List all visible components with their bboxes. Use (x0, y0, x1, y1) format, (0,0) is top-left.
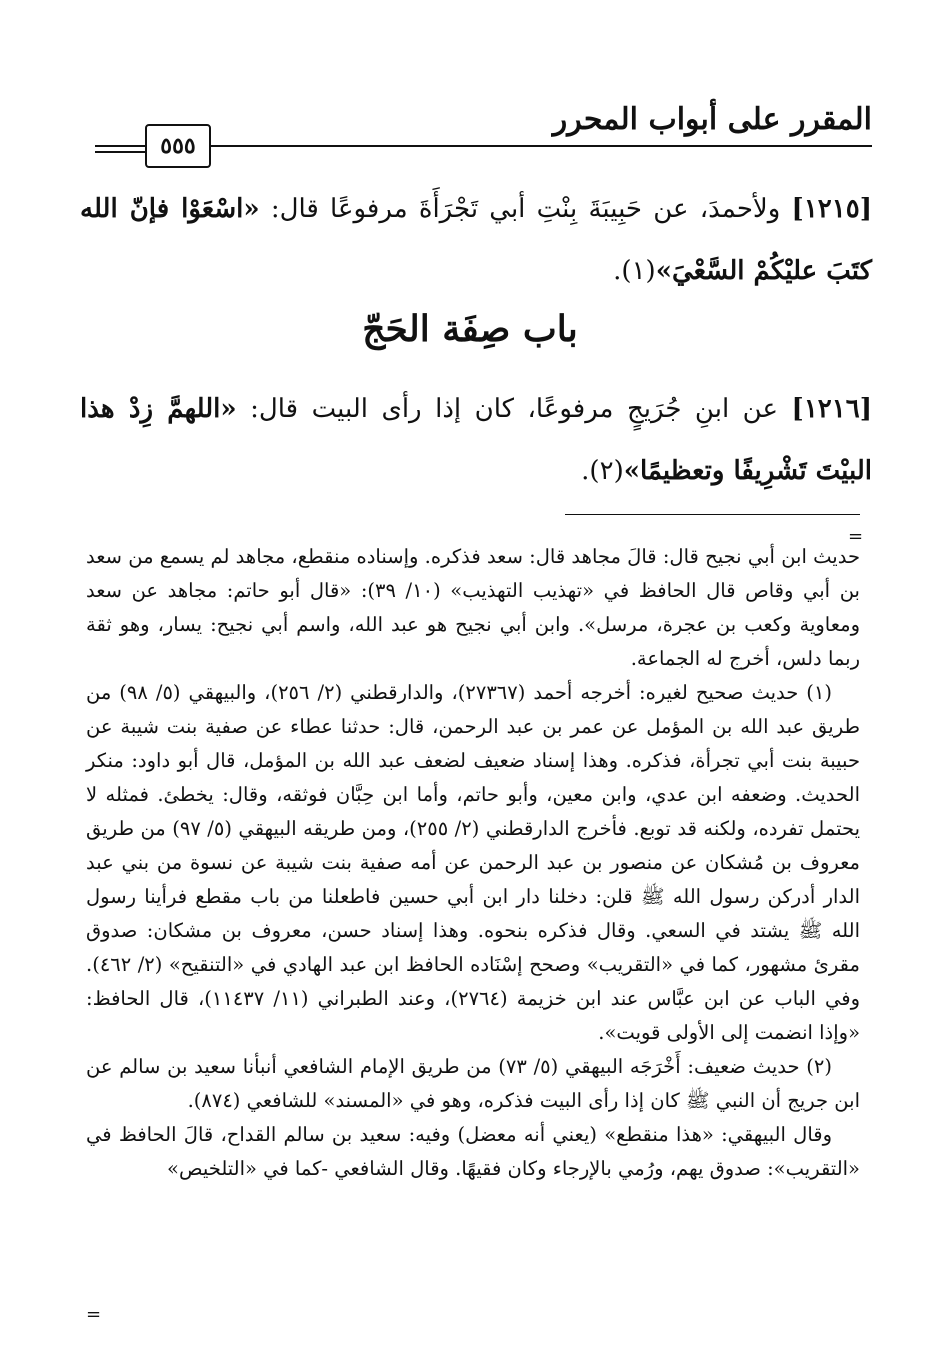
hadith-number: [١٢١٥] (791, 194, 872, 224)
continuation-mark-bottom: = (86, 1304, 102, 1325)
hadith-1215 (80, 178, 872, 302)
footnote-1: (١) حديث صحيح لغيره: أخرجه أحمد (٢٧٣٦٧)، والدارقطني (٢/ ٢٥٦)، والبيهقي (٥/ ٩٨) من طريق عبد الله بن المؤمل عن عمر بن عبد الرحمن، قال: حدثنا عطاء عن صفية بنت شيبة عن حبيبة بنت أبي تجرأة، فذكره. وهذا إسناد ضعيف لضعف عبد الله بن المؤمل، قال أبو داود: منكر الحديث. وضعفه ابن عدي، وابن معين، وأبو حاتم، وأما ابن حِبَّان فوثقه، وقال: يخطئ. فمثله لا يحتمل تفرده، ولكنه قد توبع. فأخرج الدارقطني (٢/ ٢٥٥)، ومن طريقه البيهقي (٥/ ٩٧) من طريق معروف بن مُشكان عن منصور بن عبد الرحمن عن أمه صفية بنت شيبة عن نسوة من بني عبد الدار أدركن رسول الله ﷺ قلن: دخلنا دار ابن أبي حسين فاطعلنا من باب مقطع فرأينا رسول الله ﷺ يشتد في السعي. وقال فذكره بنحوه. وهذا إسناد حسن، معروف بن مشكان: صدوق مقرئ مشهور، كما في «التقريب» وصحح إسْنَاده الحافظ ابن عبد الهادي في «التنقيح» (٢/ ٤٦٢). وفي الباب عن ابن عبَّاس عند ابن خزيمة (٢٧٦٤)، وعند الطبراني (١١/ ١١٤٣٧)، قال الحافظ: «وإذا انضمت إلى الأولى قويت». (86, 681, 861, 1044)
hadith-text: ولأحمدَ، عن حَبِيبَةَ بِنْتِ أبي تَجْرَأَةَ مرفوعًا قال: (259, 194, 781, 224)
footnotes (86, 540, 860, 1186)
footnote-2: (٢) حديث ضعيف: أَخْرَجَه البيهقي (٥/ ٧٣) من طريق الإمام الشافعي أنبأنا سعيد بن سالم عن ابن جريج أن النبي ﷺ كان إذا رأى البيت فذكره، وهو في «المسند» للشافعي (٨٧٤). (86, 1055, 860, 1112)
page-number: ٥٥٥ (145, 124, 211, 168)
chapter-title: باب صِفَة الحَجّ (362, 308, 578, 350)
continuation-mark-top: = (848, 526, 864, 547)
hadith-1216 (80, 378, 872, 502)
footnote-ref: (١). (613, 256, 656, 286)
running-title: المقرر على أبواب المحرر (552, 102, 872, 137)
footnote-separator (565, 514, 860, 515)
footnote-continuation: حديث ابن أبي نجيح قال: قالَ مجاهد قال: سعد فذكره. وإسناده منقطع، مجاهد لم يسمع من سعد بن أبي وقاص قال الحافظ في «تهذيب التهذيب» (١٠/ ٣٩): «قال أبو حاتم: مجاهد عن سعد ومعاوية وكعب بن عجرة، مرسل». وابن أبي نجيح هو عبد الله، واسم أبي نجيح: يسار، وهو ثقة ربما دلس، أخرج له الجماعة. (86, 545, 860, 670)
footnote-2-continuation: وقال البيهقي: «هذا منقطع» (يعني أنه معضل) وفيه: سعيد بن سالم القداح، قالَ الحافظ في «التقريب»: صدوق يهم، ورُمي بالإرجاء وكان فقيهًا. وقال الشافعي -كما في «التلخيص» (86, 1123, 860, 1180)
hadith-quote: «اللهمَّ زِدْ هذا البيْتَ تَشْرِيفًا وتعظيمًا» (80, 394, 872, 486)
footnote-ref: (٢). (581, 456, 624, 486)
hadith-quote: «اسْعَوْا فإنّ الله كتَبَ عليْكُمْ السَّعْيَ» (80, 194, 872, 286)
hadith-text: عن ابنِ جُرَيجٍ مرفوعًا، كان إذا رأى البيت قال: (236, 394, 778, 424)
header-rule (95, 145, 872, 147)
hadith-number: [١٢١٦] (791, 394, 872, 424)
